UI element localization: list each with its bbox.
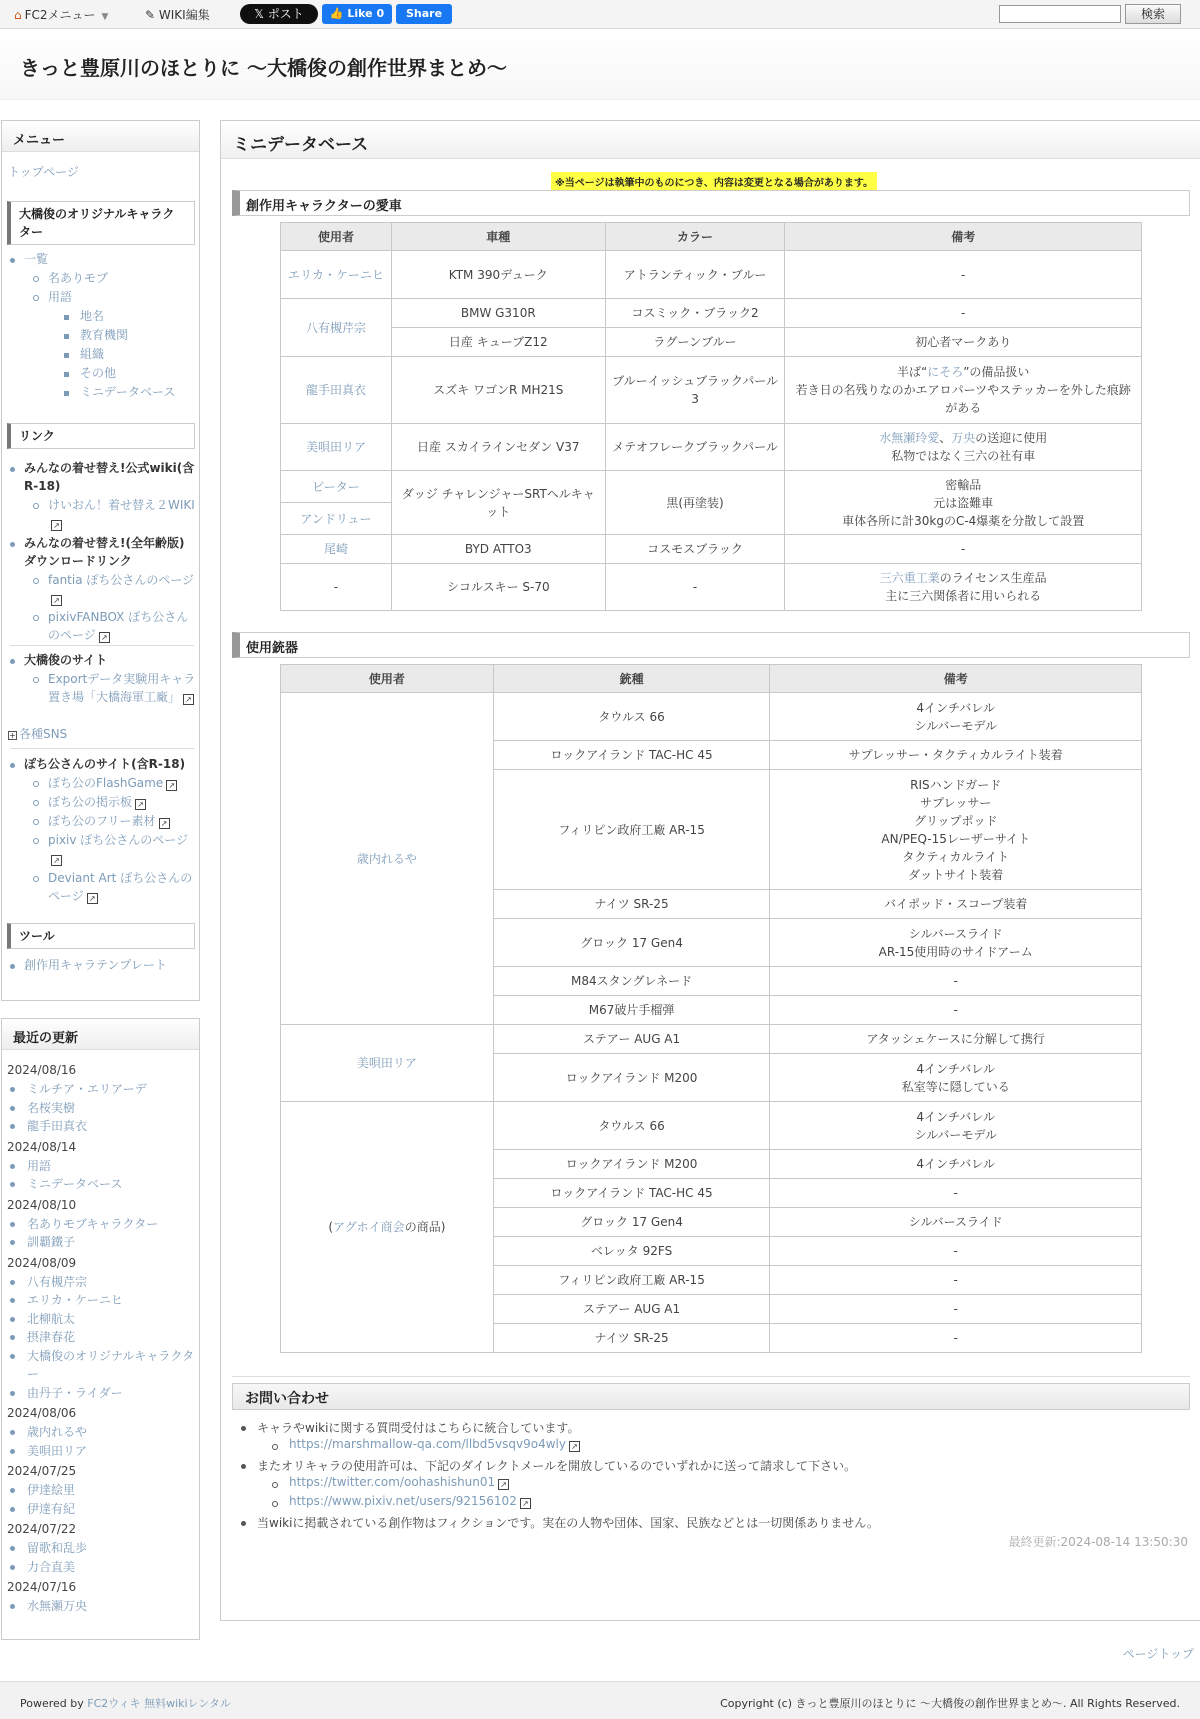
search-input[interactable] — [999, 5, 1121, 23]
recent-date: 2024/08/06 — [7, 1406, 77, 1420]
twitter-link[interactable]: https://twitter.com/oohashishun01 — [289, 1475, 496, 1489]
sidebar-menu — [1, 120, 200, 1001]
table-row — [281, 251, 1142, 299]
bullet-icon — [10, 1391, 15, 1396]
note-text: 4インチバレル — [916, 700, 996, 715]
note-link[interactable]: 万央 — [951, 431, 976, 445]
notice-banner: ※当ページは執筆中のものにつき、内容は変更となる場合があります。 — [551, 172, 877, 191]
note-text: 半ば“ — [896, 365, 928, 379]
sidebar-item-named-mob[interactable]: 名ありモブ — [48, 271, 109, 285]
note-text: 元は盗難車 — [933, 495, 994, 510]
table-row — [281, 357, 1142, 424]
gun-cell: ロックアイランド TAC-HC 45 — [493, 1179, 770, 1208]
car-cell: シコルスキー S-70 — [391, 564, 605, 611]
deviant-label: Deviant Art ぽち公さんのページ — [48, 871, 193, 903]
note-text: AR-15使用時のサイドアーム — [878, 944, 1033, 959]
last-updated: 最終更新:2024-08-14 13:50:30 — [1008, 1535, 1188, 1549]
col-user: 使用者 — [281, 223, 392, 251]
gun-cell: グロック 17 Gen4 — [493, 1208, 770, 1237]
note-text: 主に三六関係者に用いられる — [885, 589, 1042, 603]
contact-text-3: 当wikiに掲載されている創作物はフィクションです。実在の人物や団体、国家、民族などとは一切関係ありません。 — [257, 1516, 879, 1530]
car-cell: スズキ ワゴンR MH21S — [391, 357, 605, 424]
gun-cell: ナイツ SR-25 — [493, 1324, 770, 1353]
section-cars-heading: 創作用キャラクターの愛車 — [232, 190, 1190, 216]
sidebar-item-minidb[interactable]: ミニデータベース — [80, 385, 176, 399]
note-text: 私物ではなく三六の社有車 — [891, 449, 1036, 463]
sidebar-section-tools: ツール — [7, 923, 195, 949]
sidebar-item-template[interactable]: 創作用キャラテンプレート — [24, 958, 167, 972]
bullet-icon — [10, 1317, 15, 1322]
recent-item[interactable]: 力合直美 — [27, 1559, 76, 1574]
bullet-icon — [10, 763, 15, 768]
gun-cell: ステアー AUG A1 — [493, 1025, 770, 1054]
gun-cell: ベレッタ 92FS — [493, 1237, 770, 1266]
external-link-icon: ↗ — [498, 1479, 509, 1490]
recent-date: 2024/07/22 — [7, 1522, 77, 1536]
note-text: 4インチバレル — [916, 1061, 996, 1076]
user-link[interactable]: ピーター — [281, 471, 392, 503]
gun-cell: グロック 17 Gen4 — [493, 919, 770, 967]
user-cell — [281, 1102, 494, 1353]
recent-item[interactable]: 美唄田リア — [27, 1443, 88, 1458]
site-title[interactable]: きっと豊原川のほとりに 〜大橋俊の創作世界まとめ〜 — [20, 56, 507, 80]
export-label: Exportデータ実験用キャラ置き場「大橋海軍工廠」 — [48, 672, 196, 704]
contact-text-2: またオリキャラの使用許可は、下記のダイレクトメールを開放しているのでいずれかに送って請求して下さい。 — [257, 1459, 857, 1473]
main-content — [220, 120, 1200, 1621]
external-link-icon: ↗ — [99, 632, 110, 643]
bullet-icon — [10, 1546, 15, 1551]
bullet-icon — [10, 258, 15, 263]
sidebar-item-bbs[interactable] — [48, 793, 146, 811]
note-link[interactable]: にそろ — [927, 365, 964, 379]
note-text: 車体各所に計30kgのC-4爆薬を分散して設置 — [842, 513, 1085, 528]
bullet-icon — [10, 1222, 15, 1227]
bullet-icon — [10, 1604, 15, 1609]
note-cell — [770, 693, 1142, 741]
color-cell: - — [605, 564, 785, 611]
note-cell: 4インチバレル — [770, 1150, 1142, 1179]
fanbox-label: pixivFANBOX ぽち公さんのページ — [48, 610, 189, 642]
user-link[interactable]: 八有槻芹宗 — [281, 299, 392, 357]
note-text: RISハンドガード — [910, 777, 1002, 792]
gun-cell: タウルス 66 — [493, 1102, 770, 1150]
recent-date: 2024/08/09 — [7, 1255, 77, 1270]
pixiv-link[interactable]: https://www.pixiv.net/users/92156102 — [289, 1494, 517, 1508]
note-text: シルバーモデル — [914, 1127, 997, 1142]
flash-label: ぽち公のFlashGame — [48, 776, 164, 790]
footer — [0, 1681, 1200, 1719]
sidebar-item-fanbox[interactable] — [48, 608, 198, 644]
site-header — [0, 30, 1200, 100]
contact-link-pixiv[interactable] — [289, 1494, 531, 1509]
powered-by — [20, 1695, 231, 1711]
sns-label: 各種SNS — [19, 727, 68, 741]
color-cell: コスモスブラック — [605, 535, 785, 564]
bullet-icon — [33, 800, 39, 806]
user-link[interactable]: 尾崎 — [281, 535, 392, 564]
note-text: AN/PEQ-15レーザーサイト — [881, 831, 1030, 846]
recent-item[interactable]: 名ありモブキャラクター — [27, 1216, 159, 1231]
external-link-icon: ↗ — [520, 1498, 531, 1509]
recent-item[interactable]: 由丹子・ライダー — [27, 1385, 123, 1400]
bullet-icon — [241, 1521, 246, 1526]
table-row — [281, 424, 1142, 471]
recent-item[interactable]: 摂津春花 — [27, 1330, 76, 1344]
free-label: ぽち公のフリー素材 — [48, 814, 156, 828]
bullet-icon — [241, 1426, 246, 1431]
bullet-icon — [241, 1464, 246, 1469]
external-link-icon: ↗ — [51, 520, 62, 531]
sidebar-item-top-page[interactable]: トップページ — [8, 165, 79, 179]
note-cell: - — [770, 967, 1142, 996]
note-cell — [770, 1102, 1142, 1150]
color-cell: ブルーイッシュブラックパール3 — [605, 357, 785, 424]
bullet-icon — [10, 1488, 15, 1493]
bullet-icon — [10, 1354, 15, 1359]
sidebar-item-ohashi-site: 大橋俊のサイト — [24, 653, 108, 667]
sidebar-item-deviantart[interactable] — [48, 869, 198, 905]
contact-link-twitter[interactable] — [289, 1475, 509, 1490]
sidebar-section-links: リンク — [7, 423, 195, 449]
divider — [232, 1376, 1190, 1377]
recent-updates — [1, 1018, 200, 1640]
table-header-row — [281, 665, 1142, 693]
bullet-icon — [10, 1298, 15, 1303]
bullet-icon — [64, 353, 69, 358]
contact-text-1: キャラやwikiに関する質問受付はこちらに統合しています。 — [257, 1421, 580, 1435]
bullet-icon — [33, 615, 39, 621]
bullet-icon — [64, 315, 69, 320]
fantia-label: fantia ぽち公さんのページ — [48, 573, 195, 587]
sidebar-item-export[interactable] — [48, 670, 198, 706]
sidebar-item-list[interactable]: 一覧 — [24, 252, 49, 266]
user-link[interactable]: 美唄田リア — [281, 424, 392, 471]
gun-cell: タウルス 66 — [493, 693, 770, 741]
color-cell: メテオフレークブラックパール — [605, 424, 785, 471]
recent-item[interactable]: ミルチア・エリアーデ — [27, 1082, 147, 1096]
recent-item[interactable]: 用語 — [27, 1158, 52, 1173]
sidebar-item-sns[interactable] — [8, 725, 67, 743]
gun-cell: ロックアイランド TAC-HC 45 — [493, 741, 770, 770]
bullet-icon — [33, 838, 39, 844]
recent-item[interactable]: 伊達有紀 — [27, 1501, 76, 1516]
note-cell — [770, 770, 1142, 890]
bullet-icon — [10, 1280, 15, 1285]
note-text: 4インチバレル — [916, 1109, 996, 1124]
bullet-icon — [10, 1240, 15, 1245]
color-cell: 黒(再塗装) — [605, 471, 785, 535]
recent-date: 2024/07/25 — [7, 1464, 77, 1478]
user-link[interactable]: 歳内れるや — [281, 693, 494, 1025]
table-row — [281, 471, 1142, 503]
note-text: の送迎に使用 — [975, 431, 1048, 445]
wiki-edit-label: WIKI編集 — [158, 8, 210, 22]
note-text: サプレッサー — [920, 795, 992, 810]
note-cell — [785, 564, 1142, 611]
sidebar-item-education[interactable]: 教育機関 — [80, 328, 129, 342]
note-cell — [785, 424, 1142, 471]
table-header-row — [281, 223, 1142, 251]
sidebar-section-original-characters: 大橋俊のオリジナルキャラクター — [7, 201, 195, 245]
note-cell: 初心者マークあり — [785, 328, 1142, 357]
bullet-icon — [33, 781, 39, 787]
recent-item[interactable]: 大橋俊のオリジナルキャラクター — [27, 1348, 195, 1381]
fc2wiki-link[interactable]: FC2ウィキ — [87, 1697, 141, 1710]
wiki-edit-link[interactable] — [145, 6, 210, 23]
car-cell: BYD ATTO3 — [391, 535, 605, 564]
note-text: 密輸品 — [945, 477, 982, 492]
contact-heading: お問い合わせ — [232, 1383, 1190, 1410]
note-cell: - — [785, 251, 1142, 299]
col-note: 備考 — [785, 223, 1142, 251]
note-cell: バイポッド・スコープ装着 — [770, 890, 1142, 919]
car-cell: ダッジ チャレンジャーSRTヘルキャット — [391, 471, 605, 535]
facebook-share-button[interactable]: Share — [396, 4, 452, 24]
note-text: シルバースライド — [908, 926, 1003, 941]
recent-date: 2024/08/14 — [7, 1139, 77, 1154]
external-link-icon: ↗ — [135, 799, 146, 810]
sidebar-item-pixiv[interactable] — [48, 831, 198, 867]
recent-item[interactable]: 歳内れるや — [27, 1425, 88, 1439]
sidebar-item-pochi-site: ぽち公さんのサイト(含R-18) — [24, 757, 186, 771]
table-row — [281, 1102, 1142, 1150]
col-car: 車種 — [391, 223, 605, 251]
external-link-icon: ↗ — [166, 780, 177, 791]
bullet-icon — [10, 1087, 15, 1092]
bullet-icon — [10, 1507, 15, 1512]
guns-table — [280, 664, 1142, 1353]
gun-cell: ロックアイランド M200 — [493, 1150, 770, 1179]
gun-cell: M84スタングレネード — [493, 967, 770, 996]
color-cell: ラグーンブルー — [605, 328, 785, 357]
car-cell: 日産 スカイラインセダン V37 — [391, 424, 605, 471]
bullet-icon — [10, 1182, 15, 1187]
note-cell: - — [785, 299, 1142, 328]
bullet-icon — [64, 391, 69, 396]
bullet-icon — [10, 1124, 15, 1129]
note-text: シルバーモデル — [914, 718, 997, 733]
note-cell — [770, 919, 1142, 967]
section-guns-heading: 使用銃器 — [232, 632, 1190, 658]
bullet-icon — [10, 1164, 15, 1169]
note-cell: - — [770, 996, 1142, 1025]
pixiv-label: pixiv ぽち公さんのページ — [48, 833, 189, 847]
car-cell: 日産 キューブZ12 — [391, 328, 605, 357]
sidebar-item-fantia[interactable] — [48, 571, 198, 607]
divider — [10, 748, 194, 749]
bullet-icon — [10, 467, 15, 472]
top-bar — [0, 0, 1200, 29]
bullet-icon — [10, 1335, 15, 1340]
page-top-link[interactable]: ページトップ — [1122, 1647, 1194, 1661]
table-row — [281, 693, 1142, 741]
recent-item[interactable]: 北柳航太 — [27, 1311, 76, 1326]
sidebar-item-other[interactable]: その他 — [80, 366, 117, 380]
bullet-icon — [272, 1444, 278, 1450]
note-text: グリップポッド — [913, 813, 998, 828]
powered-text: Powered by — [20, 1697, 88, 1710]
user-link[interactable]: エリカ・ケーニヒ — [281, 251, 392, 299]
sidebar-item-organization[interactable]: 組織 — [80, 347, 105, 361]
edit-icon: ✎ — [145, 8, 159, 22]
gun-cell: ステアー AUG A1 — [493, 1295, 770, 1324]
note-text: ダットサイト装着 — [908, 867, 1004, 882]
gun-cell: M67破片手榴弾 — [493, 996, 770, 1025]
col-gun: 銃種 — [493, 665, 770, 693]
note-cell: アタッシェケースに分解して携行 — [770, 1025, 1142, 1054]
home-icon: ⌂ — [14, 8, 22, 22]
sidebar-menu-title: メニュー — [2, 121, 199, 152]
recent-item[interactable]: 伊達絵里 — [27, 1483, 76, 1497]
bullet-icon — [64, 372, 69, 377]
bullet-icon — [33, 276, 39, 282]
recent-updates-title: 最近の更新 — [2, 1019, 199, 1050]
note-text: タクティカルライト — [902, 849, 1010, 864]
table-row — [281, 535, 1142, 564]
expand-icon[interactable]: + — [9, 731, 16, 740]
recent-item[interactable]: 訓覇鐵子 — [27, 1235, 76, 1249]
table-row — [281, 328, 1142, 357]
recent-date: 2024/08/16 — [7, 1063, 77, 1077]
user-link[interactable]: アグホイ商会 — [333, 1220, 405, 1234]
gun-cell: ナイツ SR-25 — [493, 890, 770, 919]
page-title: ミニデータベース — [221, 121, 1200, 159]
table-row — [281, 299, 1142, 328]
sidebar-item-free-material[interactable] — [48, 812, 170, 830]
note-text: 若き日の名残りなのかエアロパーツやステッカーを外した痕跡がある — [795, 383, 1131, 415]
recent-item[interactable]: 龍手田真衣 — [27, 1119, 88, 1133]
bullet-icon — [33, 295, 39, 301]
user-link[interactable]: 龍手田真衣 — [281, 357, 392, 424]
cars-table — [280, 222, 1142, 611]
user-link[interactable]: アンドリュー — [281, 503, 392, 535]
bullet-icon — [10, 542, 15, 547]
external-link-icon: ↗ — [183, 694, 194, 705]
user-text: ( — [328, 1220, 334, 1234]
sidebar-item-keion[interactable] — [48, 496, 198, 532]
bullet-icon — [64, 334, 69, 339]
note-cell: - — [770, 1295, 1142, 1324]
contact-link-marshmallow[interactable] — [289, 1437, 580, 1452]
external-link-icon: ↗ — [87, 893, 98, 904]
external-link-icon: ↗ — [159, 818, 170, 829]
bullet-icon — [33, 819, 39, 825]
note-cell — [770, 1054, 1142, 1102]
bullet-icon — [10, 659, 15, 664]
note-text: のライセンス生産品 — [939, 571, 1047, 585]
sidebar-item-flashgame[interactable] — [48, 774, 177, 792]
recent-item[interactable]: ミニデータベース — [27, 1177, 123, 1191]
recent-date: 2024/08/10 — [7, 1197, 77, 1212]
external-link-icon: ↗ — [51, 595, 62, 606]
note-text: 、 — [939, 431, 952, 445]
note-text: ”の備品扱い — [963, 365, 1030, 379]
fc2-menu-label: FC2メニュー — [24, 8, 96, 22]
bullet-icon — [10, 1565, 15, 1570]
note-cell: - — [770, 1324, 1142, 1353]
bullet-icon — [10, 1106, 15, 1111]
bullet-icon — [33, 677, 39, 683]
bullet-icon — [10, 1449, 15, 1454]
bullet-icon — [33, 503, 39, 509]
bullet-icon — [33, 578, 39, 584]
recent-item[interactable]: 水無瀬万央 — [27, 1599, 88, 1613]
note-cell: - — [770, 1266, 1142, 1295]
note-cell: - — [770, 1179, 1142, 1208]
note-link[interactable]: 三六重工業 — [879, 571, 940, 585]
x-post-button[interactable]: 𝕏 ポスト — [240, 4, 318, 24]
note-cell: - — [785, 535, 1142, 564]
table-row — [281, 564, 1142, 611]
col-color: カラー — [605, 223, 785, 251]
sidebar-item-terms[interactable]: 用語 — [48, 290, 73, 304]
color-cell: アトランティック・ブルー — [605, 251, 785, 299]
gun-cell: フィリピン政府工廠 AR-15 — [493, 770, 770, 890]
search-button[interactable]: 検索 — [1125, 4, 1181, 24]
sidebar-item-kisekae-official: みんなの着せ替え!公式wiki(含R-18) — [24, 461, 195, 493]
recent-item[interactable]: 八有槻芹宗 — [27, 1274, 88, 1289]
divider — [10, 645, 194, 646]
recent-date: 2024/07/16 — [7, 1580, 77, 1594]
sidebar-item-kisekae-download: みんなの着せ替え!(全年齢版)ダウンロードリンク — [24, 536, 185, 568]
user-text: の商品) — [404, 1220, 446, 1234]
note-text: 私室等に隠している — [901, 1079, 1010, 1094]
bullet-icon — [33, 876, 39, 882]
recent-item[interactable]: 名桜実樹 — [27, 1100, 76, 1115]
gun-cell: フィリピン政府工廠 AR-15 — [493, 1266, 770, 1295]
sidebar-item-place[interactable]: 地名 — [80, 309, 105, 323]
user-cell: - — [281, 564, 392, 611]
note-link[interactable]: 水無瀬玲愛 — [879, 431, 940, 445]
keion-label: けいおん！着せ替え２WIKI — [48, 498, 195, 512]
chevron-down-icon: ▼ — [101, 12, 109, 22]
fc2-menu[interactable] — [14, 6, 108, 23]
recent-item[interactable]: 留歌和乱歩 — [27, 1541, 88, 1555]
color-cell: コスミック・ブラック2 — [605, 299, 785, 328]
marshmallow-link[interactable]: https://marshmallow-qa.com/llbd5vsqv9o4wly — [289, 1437, 566, 1451]
copyright: Copyright (c) きっと豊原川のほとりに 〜大橋俊の創作世界まとめ〜. All Rights Reserved. — [720, 1697, 1180, 1710]
bullet-icon — [10, 964, 15, 969]
recent-item[interactable]: エリカ・ケーニヒ — [27, 1293, 123, 1307]
gun-cell: ロックアイランド M200 — [493, 1054, 770, 1102]
free-wiki-rental-link[interactable]: 無料wikiレンタル — [144, 1697, 231, 1710]
note-cell: サプレッサー・タクティカルライト装着 — [770, 741, 1142, 770]
note-cell — [785, 357, 1142, 424]
col-user: 使用者 — [281, 665, 494, 693]
note-cell: - — [770, 1237, 1142, 1266]
note-cell: シルバースライド — [770, 1208, 1142, 1237]
note-cell — [785, 471, 1142, 535]
car-cell: BMW G310R — [391, 299, 605, 328]
external-link-icon: ↗ — [51, 855, 62, 866]
col-note: 備考 — [770, 665, 1142, 693]
user-link[interactable]: 美唄田リア — [281, 1025, 494, 1102]
external-link-icon: ↗ — [569, 1441, 580, 1452]
bullet-icon — [272, 1482, 278, 1488]
facebook-like-button[interactable]: 👍 Like 0 — [322, 4, 392, 24]
bullet-icon — [10, 1430, 15, 1435]
car-cell: KTM 390デューク — [391, 251, 605, 299]
bbs-label: ぽち公の掲示板 — [48, 795, 133, 809]
table-row — [281, 1025, 1142, 1054]
bullet-icon — [272, 1501, 278, 1507]
